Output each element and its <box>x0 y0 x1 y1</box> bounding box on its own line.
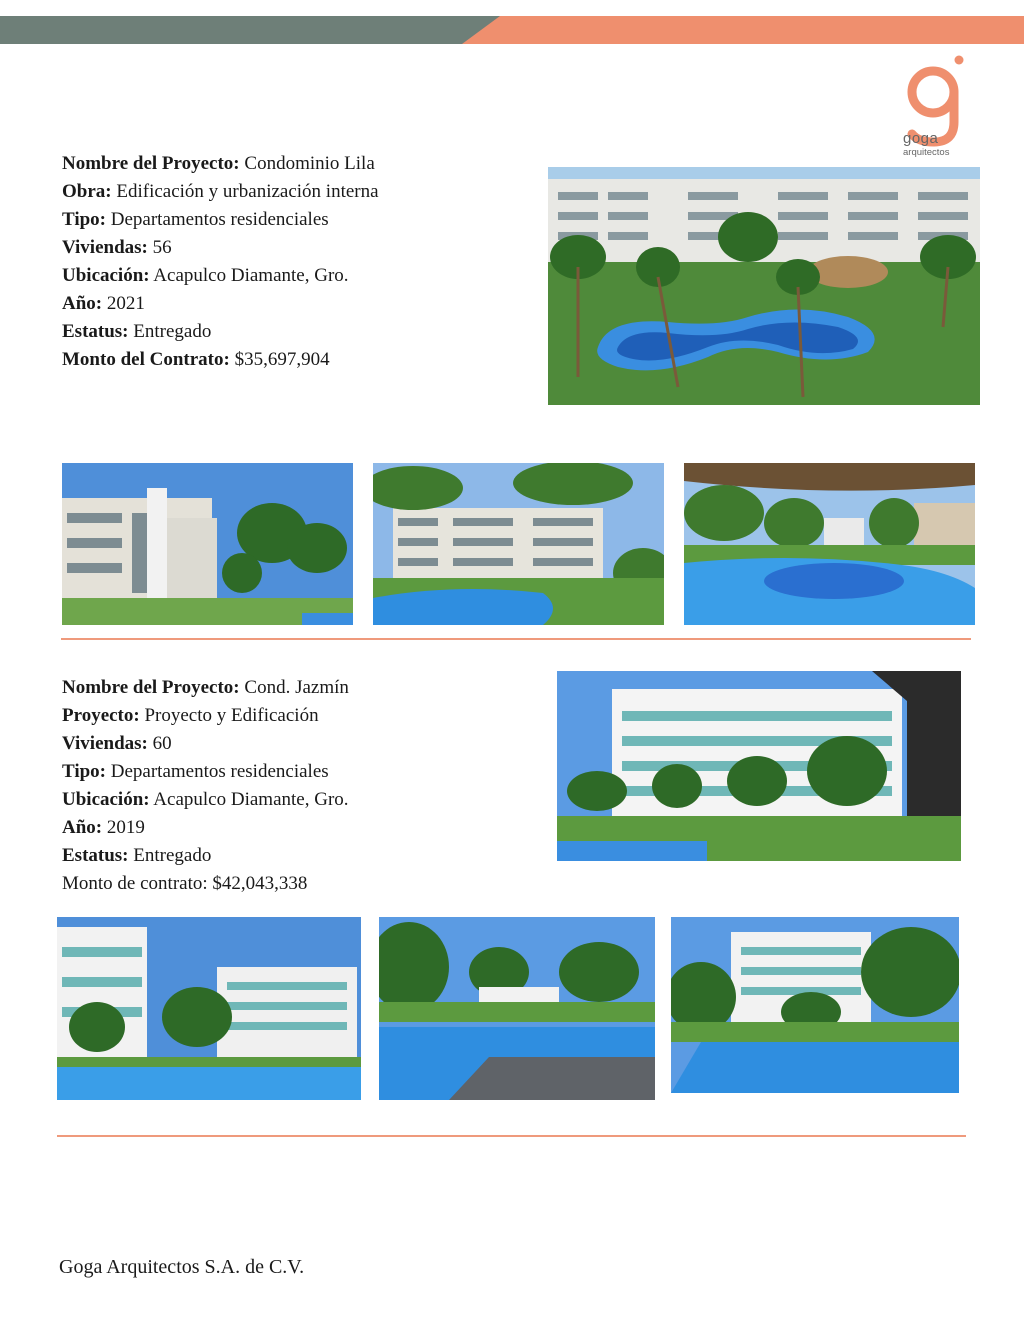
project1-thumb-1 <box>62 463 353 625</box>
project1-thumb-2 <box>373 463 664 625</box>
header-bar-orange <box>462 16 1024 44</box>
project1-row-viviendas: Viviendas: 56 <box>62 237 172 258</box>
footer-company: Goga Arquitectos S.A. de C.V. <box>59 1256 305 1278</box>
project2-row-proyecto: Proyecto: Proyecto y Edificación <box>62 705 319 726</box>
project1-row-estatus: Estatus: Entregado <box>62 321 212 342</box>
project2-row-viviendas: Viviendas: 60 <box>62 733 172 754</box>
project2-row-tipo: Tipo: Departamentos residenciales <box>62 761 329 782</box>
project2-thumb-2 <box>379 917 655 1100</box>
project1-row-ubicacion: Ubicación: Acapulco Diamante, Gro. <box>62 265 349 286</box>
project2-row-name: Nombre del Proyecto: Cond. Jazmín <box>62 677 349 698</box>
logo-subtitle: arquitectos <box>903 147 950 158</box>
project1-row-obra: Obra: Edificación y urbanización interna <box>62 181 379 202</box>
section-divider-2 <box>57 1135 966 1137</box>
project2-main-photo <box>557 671 961 861</box>
project2-row-ubicacion: Ubicación: Acapulco Diamante, Gro. <box>62 789 349 810</box>
project2-thumb-1 <box>57 917 361 1100</box>
logo-word: goga <box>903 130 939 147</box>
project2-thumb-3 <box>671 917 959 1093</box>
header-bar-gray <box>0 16 500 44</box>
project1-info <box>62 150 379 374</box>
project2-row-anio: Año: 2019 <box>62 817 145 838</box>
project2-row-estatus: Estatus: Entregado <box>62 845 212 866</box>
section-divider-1 <box>61 638 971 640</box>
project1-main-photo <box>548 167 980 405</box>
project1-row-monto: Monto del Contrato: $35,697,904 <box>62 349 330 370</box>
project2-info <box>62 674 349 898</box>
project2-row-monto: Monto de contrato: $42,043,338 <box>62 873 308 894</box>
project1-row-anio: Año: 2021 <box>62 293 145 314</box>
project1-row-name: Nombre del Proyecto: Condominio Lila <box>62 153 375 174</box>
project1-thumb-3 <box>684 463 975 625</box>
project1-row-tipo: Tipo: Departamentos residenciales <box>62 209 329 230</box>
